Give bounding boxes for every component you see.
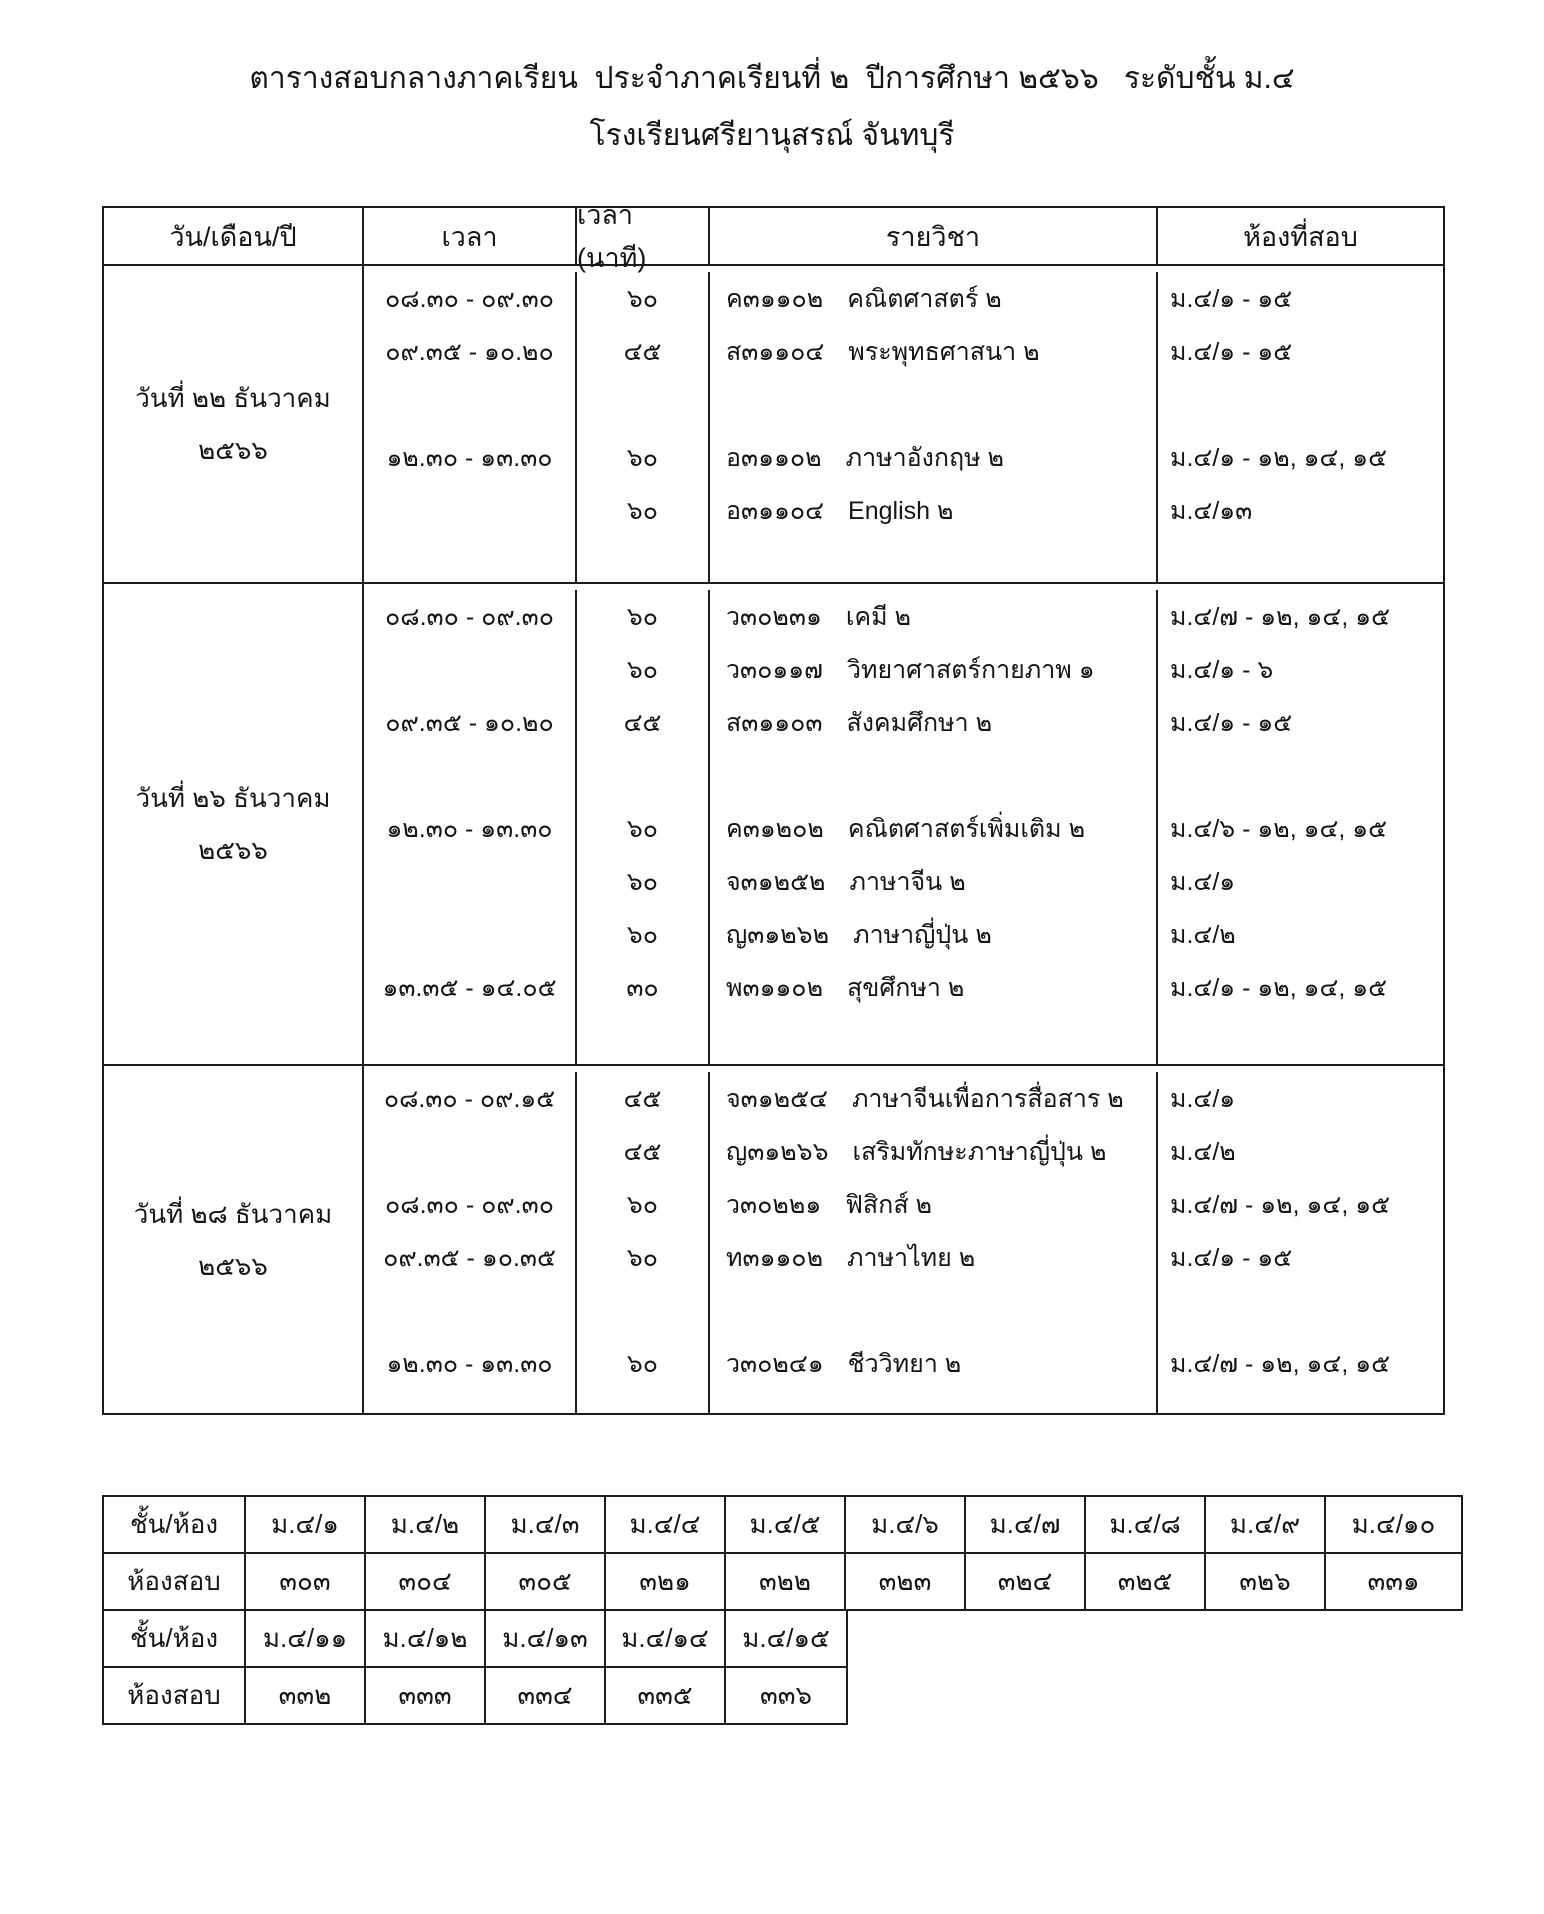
rooms-cell [1158,749,1443,802]
date-line-1: วันที่ ๒๒ ธันวาคม [135,383,331,413]
subject-cell [710,1337,1158,1390]
subject-code-label: ญ๓๑๒๖๒ [726,920,830,949]
exam-room-row-header: ห้องสอบ [104,1554,246,1609]
subject-cell [710,908,1158,961]
subject-name-label: ภาษาอังกฤษ ๒ [845,443,1005,472]
date-cell [104,584,364,1064]
minutes-cell: ๔๕ [577,1072,710,1125]
subject-code-label: ส๓๑๑๐๓ [726,708,823,737]
time-cell [364,643,577,696]
exam-room-cell: ๓๓๑ [1367,1566,1420,1596]
time-cell: ๐๙.๓๕ - ๑๐.๒๐ [364,696,577,749]
subject-cell [710,1284,1158,1337]
subject-cell [710,802,1158,855]
filler-cell [1158,1390,1443,1413]
time-cell [364,378,577,431]
time-cell: ๐๘.๓๐ - ๐๙.๓๐ [364,1178,577,1231]
filler-cell [1158,537,1443,582]
rooms-cell: ม.๔/๗ - ๑๒, ๑๔, ๑๕ [1170,1349,1391,1378]
rooms-cell: ม.๔/๑ - ๑๒, ๑๔, ๑๕ [1170,443,1388,472]
subject-cell [710,961,1158,1014]
rooms-cell: ม.๔/๗ - ๑๒, ๑๔, ๑๕ [1170,1190,1391,1219]
schedule-row [364,855,1443,908]
schedule-row [364,484,1443,537]
schedule-row [364,431,1443,484]
subject-code-label: อ๓๑๑๐๒ [726,443,822,472]
minutes-cell: ๓๐ [577,961,710,1014]
exam-room-cell: ๓๓๔ [486,1668,606,1723]
subject-name-label: คณิตศาสตร์เพิ่มเติม ๒ [847,814,1086,843]
schedule-row-filler [364,1390,1443,1413]
header-cell-date: วัน/เดือน/ปี [104,208,364,264]
schedule-row [364,1284,1443,1337]
subject-code-label: ท๓๑๑๐๒ [726,1243,824,1272]
date-line-2: ๒๕๖๖ [198,835,268,865]
subject-name-label: ชีววิทยา ๒ [847,1349,962,1378]
class-cell: ม.๔/๘ [1086,1497,1206,1552]
minutes-cell: ๔๕ [577,325,710,378]
filler-cell [710,1390,1158,1413]
schedule-row-filler [364,537,1443,582]
class-cell: ม.๔/๑๑ [246,1611,366,1666]
filler-cell [364,1390,577,1413]
school-name: โรงเรียนศรียานุสรณ์ จันทบุรี [589,119,955,152]
class-cell: ม.๔/๒ [366,1497,486,1552]
schedule-row [364,1337,1443,1390]
rooms-cell: ม.๔/๑ - ๑๕ [1170,337,1293,366]
subject-cell [710,590,1158,643]
schedule-row [364,643,1443,696]
minutes-cell: ๖๐ [577,431,710,484]
exam-room-cell: ๓๒๑ [606,1554,726,1609]
time-cell: ๐๙.๓๕ - ๑๐.๓๕ [364,1231,577,1284]
exam-room-cell: ๓๒๖ [1206,1554,1326,1609]
rooms-cell: ม.๔/๑ - ๑๕ [1170,284,1293,313]
date-line-1: วันที่ ๒๘ ธันวาคม [133,1198,333,1229]
rooms-cell [1158,378,1443,431]
time-cell: ๐๙.๓๕ - ๑๐.๒๐ [364,325,577,378]
time-cell [364,855,577,908]
time-cell [364,908,577,961]
class-cell: ม.๔/๗ [966,1497,1086,1552]
exam-room-cell: ๓๓๓ [366,1668,486,1723]
minutes-cell: ๖๐ [577,643,710,696]
time-cell [364,484,577,537]
subject-code-label: จ๓๑๒๕๔ [726,1084,828,1113]
class-cell: ม.๔/๖ [846,1497,966,1552]
filler-cell [364,537,577,582]
exam-day-group [104,1064,1443,1413]
filler-cell [577,1390,710,1413]
subject-cell [710,749,1158,802]
date-line-2: ๒๕๖๖ [198,1250,268,1281]
date-line-2: ๒๕๖๖ [198,435,268,465]
schedule-row [364,590,1443,643]
schedule-row [364,961,1443,1014]
rooms-cell: ม.๔/๑ - ๖ [1170,655,1274,684]
time-cell: ๑๒.๓๐ - ๑๓.๓๐ [364,1337,577,1390]
exam-room-cell: ๓๐๓ [246,1554,366,1609]
subject-cell [710,272,1158,325]
subject-cell [710,643,1158,696]
schedule-row [364,802,1443,855]
subject-code-label: ค๓๑๒๐๒ [726,814,824,843]
subject-cell [710,431,1158,484]
subject-code-label: ว๓๐๒๓๑ [726,602,822,631]
minutes-cell: ๖๐ [577,1231,710,1284]
subject-code-label: ค๓๑๑๐๒ [726,284,824,313]
room-table-row [104,1552,1461,1609]
time-cell [364,1284,577,1337]
class-cell: ม.๔/๑๕ [742,1623,830,1653]
date-cell [104,1066,364,1413]
rooms-cell [1158,1284,1443,1337]
rooms-cell: ม.๔/๒ [1170,920,1236,949]
subject-cell [710,484,1158,537]
minutes-cell: ๖๐ [577,1178,710,1231]
subject-cell [710,1178,1158,1231]
rooms-cell: ม.๔/๑ - ๑๒, ๑๔, ๑๕ [1170,973,1388,1002]
class-cell: ม.๔/๑๔ [606,1611,726,1666]
subject-name-label: ภาษาจีนเพื่อการสื่อสาร ๒ [851,1084,1124,1113]
rooms-cell: ม.๔/๒ [1170,1137,1236,1166]
subject-code-label: ว๓๐๑๑๗ [726,655,823,684]
time-cell [364,1125,577,1178]
subject-code-label: ว๓๐๒๔๑ [726,1349,824,1378]
minutes-cell [577,1284,710,1337]
room-assignment-table-1 [102,1495,1463,1611]
rooms-cell: ม.๔/๑๓ [1170,496,1253,525]
schedule-row [364,325,1443,378]
subject-name-label: ภาษาจีน ๒ [849,867,966,896]
subject-name-label: พระพุทธศาสนา ๒ [848,337,1040,366]
schedule-row [364,1072,1443,1125]
rooms-cell: ม.๔/๗ - ๑๒, ๑๔, ๑๕ [1170,602,1391,631]
schedule-header-row [104,200,1443,273]
time-cell: ๑๒.๓๐ - ๑๓.๓๐ [364,802,577,855]
rooms-cell: ม.๔/๖ - ๑๒, ๑๔, ๑๕ [1170,814,1388,843]
exam-room-cell: ๓๓๕ [606,1668,726,1723]
exam-room-cell: ๓๐๕ [486,1554,606,1609]
time-cell: ๑๒.๓๐ - ๑๓.๓๐ [364,431,577,484]
subject-name-label: ฟิสิกส์ ๒ [845,1190,932,1219]
schedule-row [364,908,1443,961]
subject-code-label: พ๓๑๑๐๒ [726,973,824,1002]
minutes-cell: ๖๐ [577,590,710,643]
exam-day-group [104,582,1443,1064]
exam-room-cell: ๓๒๔ [966,1554,1086,1609]
subject-cell [710,1125,1158,1178]
schedule-row [364,1125,1443,1178]
subject-name-label: สังคมศึกษา ๒ [846,708,993,737]
room-assignment-table-2 [102,1611,848,1725]
minutes-cell: ๔๕ [577,1125,710,1178]
class-cell: ม.๔/๑ [246,1497,366,1552]
class-cell: ม.๔/๑๓ [486,1611,606,1666]
minutes-cell: ๖๐ [577,272,710,325]
minutes-cell [577,749,710,802]
schedule-rows [364,266,1443,582]
date-cell [104,266,364,582]
exam-schedule-table [102,200,1445,1415]
subject-cell [710,325,1158,378]
filler-cell [710,1014,1158,1064]
exam-day-group [104,266,1443,582]
room-table-row [104,1497,1461,1552]
subject-name-label: English ๒ [848,496,954,525]
subject-code-label: ญ๓๑๒๖๖ [726,1137,829,1166]
rooms-cell: ม.๔/๑ - ๑๕ [1170,708,1293,737]
exam-room-cell: ๓๒๕ [1086,1554,1206,1609]
filler-cell [577,1014,710,1064]
exam-room-cell: ๓๒๒ [726,1554,846,1609]
minutes-cell: ๖๐ [577,484,710,537]
subject-name-label: ภาษาญี่ปุ่น ๒ [853,920,992,949]
minutes-cell: ๖๐ [577,1337,710,1390]
subject-code-label: ส๓๑๑๐๔ [726,337,825,366]
exam-room-cell: ๓๓๖ [759,1680,813,1710]
schedule-row [364,272,1443,325]
room-table-row [104,1611,846,1666]
subject-cell [710,696,1158,749]
time-cell: ๐๘.๓๐ - ๐๙.๓๐ [364,590,577,643]
exam-room-cell: ๓๒๓ [846,1554,966,1609]
class-cell: ม.๔/๙ [1206,1497,1326,1552]
filler-cell [364,1014,577,1064]
minutes-cell: ๖๐ [577,802,710,855]
schedule-row [364,749,1443,802]
class-cell: ม.๔/๑๒ [366,1611,486,1666]
subject-name-label: สุขศึกษา ๒ [847,973,965,1002]
subject-cell [710,855,1158,908]
schedule-rows [364,1066,1443,1413]
subject-cell [710,1072,1158,1125]
time-cell: ๑๓.๓๕ - ๑๔.๐๕ [364,961,577,1014]
header-cell-subject: รายวิชา [710,208,1158,264]
class-cell: ม.๔/๓ [486,1497,606,1552]
time-cell [364,749,577,802]
header-cell-rooms: ห้องที่สอบ [1243,221,1358,252]
exam-room-cell: ๓๐๔ [366,1554,486,1609]
rooms-cell: ม.๔/๑ - ๑๕ [1170,1243,1293,1272]
filler-cell [1158,1014,1443,1064]
class-cell: ม.๔/๔ [606,1497,726,1552]
page-title: ตารางสอบกลางภาคเรียน ประจำภาคเรียนที่ ๒ ปีการศึกษา ๒๕๖๖ ระดับชั้น ม.๔ [249,62,1295,95]
subject-code-label: จ๓๑๒๕๒ [726,867,826,896]
subject-name-label: เคมี ๒ [845,602,912,631]
filler-cell [710,537,1158,582]
time-cell: ๐๘.๓๐ - ๐๙.๑๕ [364,1072,577,1125]
schedule-row [364,1178,1443,1231]
rooms-cell: ม.๔/๑ [1170,1084,1236,1113]
time-cell: ๐๘.๓๐ - ๐๙.๓๐ [364,272,577,325]
subject-name-label: คณิตศาสตร์ ๒ [847,284,1002,313]
class-cell: ม.๔/๑๐ [1351,1509,1436,1539]
schedule-row-filler [364,1014,1443,1064]
header-cell-time: เวลา [364,208,577,264]
header-cell-minutes: เวลา (นาที) [577,208,710,264]
minutes-cell: ๖๐ [577,908,710,961]
class-cell: ม.๔/๕ [726,1497,846,1552]
class-row-header: ชั้น/ห้อง [104,1611,246,1666]
minutes-cell: ๖๐ [577,855,710,908]
minutes-cell [577,378,710,431]
schedule-row [364,696,1443,749]
class-row-header: ชั้น/ห้อง [104,1497,246,1552]
subject-name-label: ภาษาไทย ๒ [847,1243,976,1272]
subject-cell [710,378,1158,431]
date-line-1: วันที่ ๒๖ ธันวาคม [135,783,331,813]
title-block [0,0,1544,164]
schedule-row [364,378,1443,431]
subject-name-label: วิทยาศาสตร์กายภาพ ๑ [846,655,1095,684]
minutes-cell: ๔๕ [577,696,710,749]
exam-room-row-header: ห้องสอบ [104,1668,246,1723]
room-table-row [104,1666,846,1723]
schedule-rows [364,584,1443,1064]
subject-code-label: ว๓๐๒๒๑ [726,1190,822,1219]
filler-cell [577,537,710,582]
subject-cell [710,1231,1158,1284]
schedule-row [364,1231,1443,1284]
rooms-cell: ม.๔/๑ [1170,867,1236,896]
exam-room-cell: ๓๓๒ [246,1668,366,1723]
subject-name-label: เสริมทักษะภาษาญี่ปุ่น ๒ [852,1137,1107,1166]
subject-code-label: อ๓๑๑๐๔ [726,496,825,525]
